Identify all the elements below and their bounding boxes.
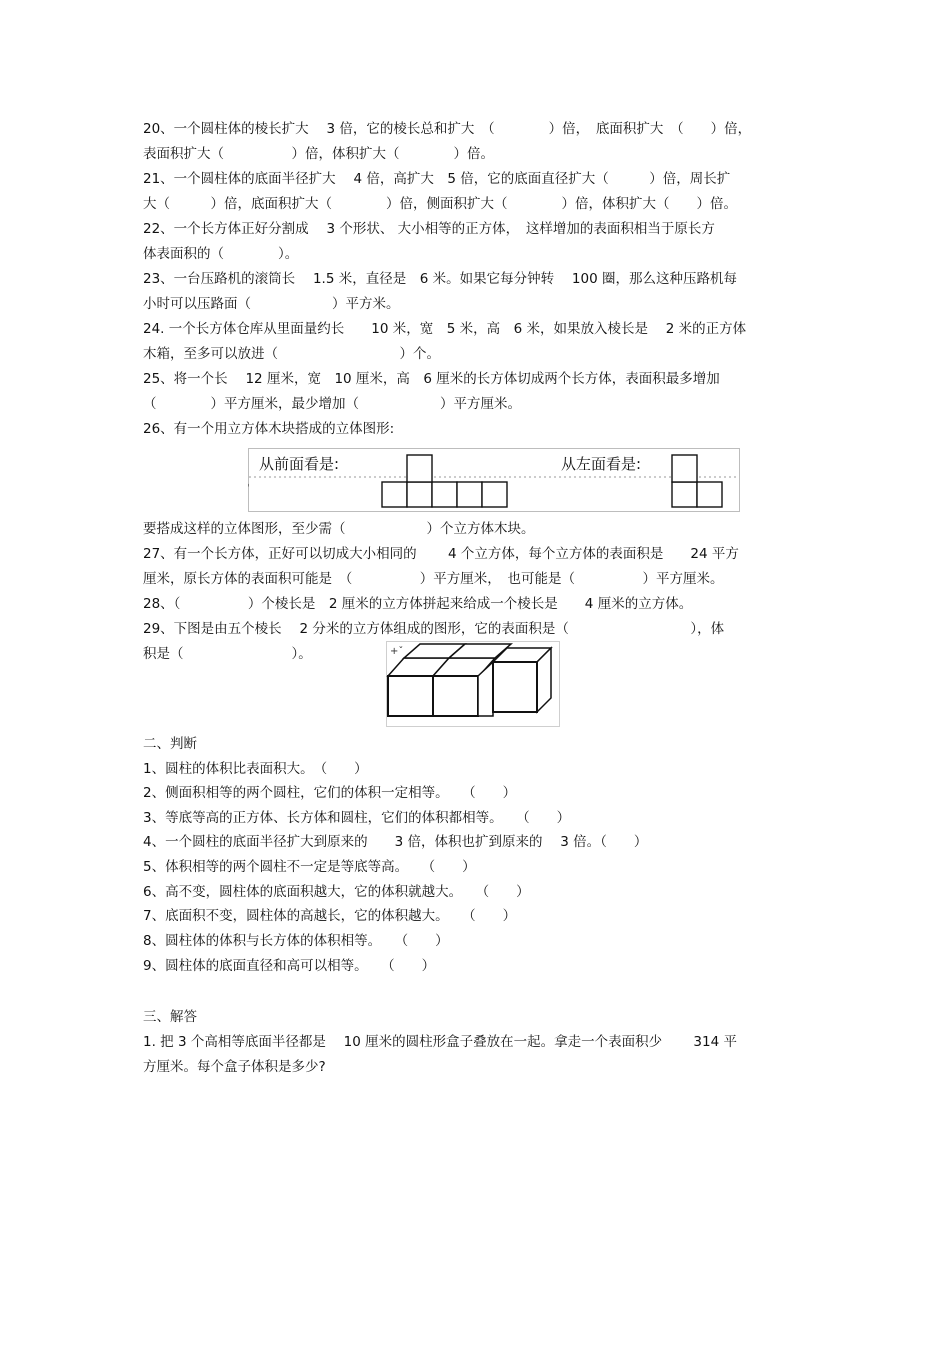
q20-line-1: 20、一个圆柱体的棱长扩大 3 倍，它的棱长总和扩大 （ ）倍， 底面积扩大 （ ）倍， xyxy=(143,121,752,137)
q24-line-2: 木箱，至多可以放进（ ）个。 xyxy=(143,346,440,362)
q22-line-2: 体表面积的（ ）。 xyxy=(143,246,299,262)
judge-item-9: 9、圆柱体的底面直径和高可以相等。 （ ） xyxy=(143,958,436,974)
anchor-mark: ˌ xyxy=(247,477,250,488)
front-view-shape xyxy=(382,455,507,507)
answer-q1-line-1: 1. 把 3 个高相等底面半径都是 10 厘米的圆柱形盒子叠放在一起。拿走一个表面积少 314 平 xyxy=(143,1034,737,1050)
judge-item-4: 4、一个圆柱的底面半径扩大到原来的 3 倍，体积也扩到原来的 3 倍。（ ） xyxy=(143,834,648,850)
front-cube xyxy=(457,482,482,507)
left-view-shape xyxy=(672,455,722,507)
front-cube xyxy=(482,482,507,507)
judge-item-3: 3、等底等高的正方体、长方体和圆柱，它们的体积都相等。 （ ） xyxy=(143,810,571,826)
section-answer-heading: 三、解答 xyxy=(143,1009,197,1025)
q23-line-1: 23、一台压路机的滚筒长 1.5 米，直径是 6 米。如果它每分钟转 100 圈，那么这种压路机每 xyxy=(143,271,737,287)
cube-views-figure xyxy=(248,448,740,512)
q21-line-2: 大（ ）倍，底面积扩大（ ）倍，侧面积扩大（ ）倍，体积扩大（ ）倍。 xyxy=(143,196,737,212)
cube-front-face xyxy=(433,676,478,716)
judge-item-5: 5、体积相等的两个圆柱不一定是等底等高。 （ ） xyxy=(143,859,476,875)
q27-line-1: 27、有一个长方体，正好可以切成大小相同的 4 个立方体，每个立方体的表面积是 24 平方 xyxy=(143,546,739,562)
judge-item-6: 6、高不变，圆柱体的底面积越大，它的体积就越大。 （ ） xyxy=(143,884,530,900)
judge-item-2: 2、侧面积相等的两个圆柱，它们的体积一定相等。 （ ） xyxy=(143,785,517,801)
q21-line-1: 21、一个圆柱体的底面半径扩大 4 倍，高扩大 5 倍，它的底面直径扩大（ ）倍，周长扩 xyxy=(143,171,731,187)
left-view-label: 从左面看是: xyxy=(561,455,642,473)
answer-q1-line-2: 方厘米。每个盒子体积是多少? xyxy=(143,1059,326,1075)
cube-views-drawing xyxy=(249,449,739,511)
front-cube xyxy=(382,482,407,507)
cube-front-face xyxy=(493,662,537,712)
q26-line-2: 要搭成这样的立体图形，至少需（ ）个立方体木块。 xyxy=(143,521,535,537)
left-cube xyxy=(672,455,697,482)
q25-line-2: （ ）平方厘米，最少增加（ ）平方厘米。 xyxy=(143,396,521,412)
q23-line-2: 小时可以压路面（ ）平方米。 xyxy=(143,296,400,312)
five-cube-drawing xyxy=(387,642,559,726)
left-cube xyxy=(697,482,722,507)
left-cube xyxy=(672,482,697,507)
q24-line-1: 24. 一个长方体仓库从里面量约长 10 米，宽 5 米，高 6 米，如果放入棱长是 2 米的正方体 xyxy=(143,321,747,337)
five-cube-figure xyxy=(386,641,560,727)
q20-line-2: 表面积扩大（ ）倍，体积扩大（ ）倍。 xyxy=(143,146,494,162)
q29-line-1: 29、下图是由五个棱长 2 分米的立方体组成的图形，它的表面积是（ ），体 xyxy=(143,621,725,637)
q29-line-2: 积是（ ）。 xyxy=(143,646,312,662)
cube-front-face xyxy=(388,676,433,716)
front-cube xyxy=(407,482,432,507)
judge-item-8: 8、圆柱体的体积与长方体的体积相等。 （ ） xyxy=(143,933,449,949)
q28-line: 28、（ ）个棱长是 2 厘米的立方体拼起来给成一个棱长是 4 厘米的立方体。 xyxy=(143,596,693,612)
front-view-label: 从前面看是: xyxy=(259,455,340,473)
q25-line-1: 25、将一个长 12 厘米，宽 10 厘米，高 6 厘米的长方体切成两个长方体，表面积最多增加 xyxy=(143,371,720,387)
q26-line-1: 26、有一个用立方体木块搭成的立体图形: xyxy=(143,421,395,437)
anchor-mark: +ˇ xyxy=(390,646,404,657)
q27-line-2: 厘米，原长方体的表面积可能是 （ ）平方厘米， 也可能是（ ）平方厘米。 xyxy=(143,571,724,587)
judge-item-1: 1、圆柱的体积比表面积大。 （ ） xyxy=(143,761,368,777)
five-cube-solid xyxy=(388,644,551,716)
front-cube xyxy=(407,455,432,482)
judge-item-7: 7、底面积不变，圆柱体的高越长，它的体积越大。 （ ） xyxy=(143,908,517,924)
q22-line-1: 22、一个长方体正好分割成 3 个形状、 大小相等的正方体， 这样增加的表面积相当于原长方 xyxy=(143,221,715,237)
front-cube xyxy=(432,482,457,507)
section-judge-heading: 二、判断 xyxy=(143,736,197,752)
